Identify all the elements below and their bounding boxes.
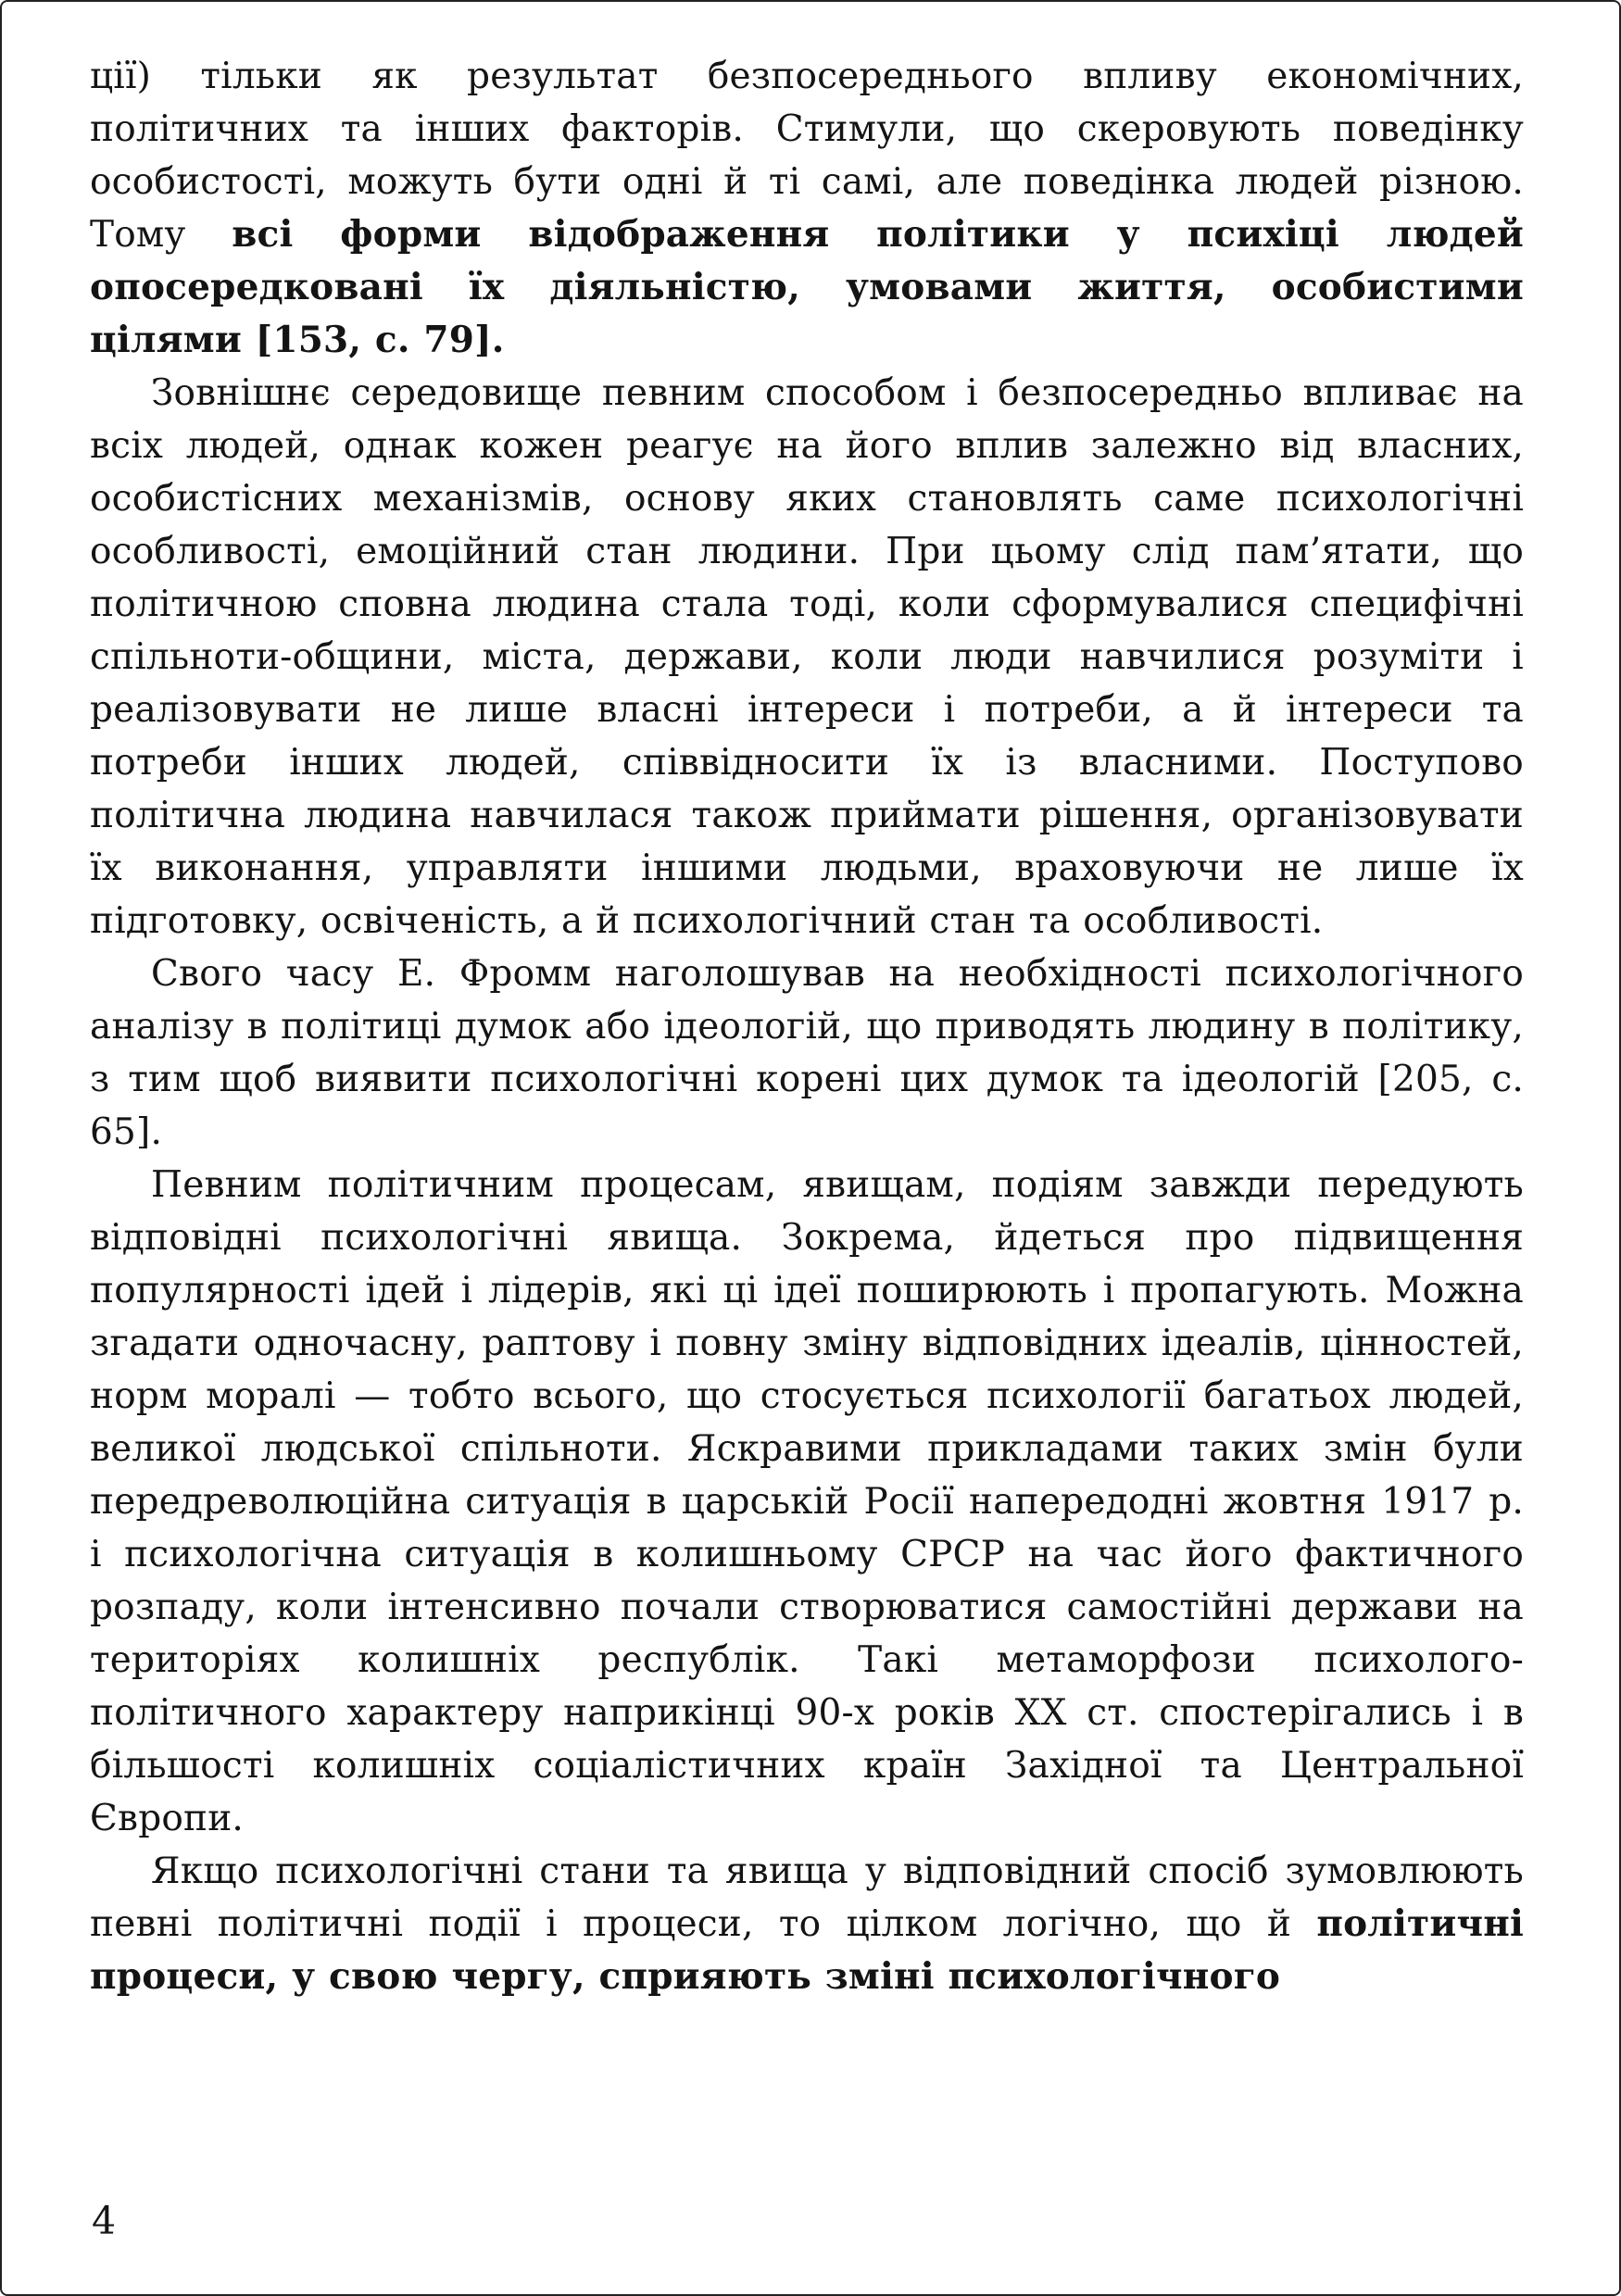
paragraph [90, 1159, 1524, 1845]
paragraph [90, 50, 1524, 367]
text-run: ції) тільки як результат безпосереднього впливу економічних, політичних та інших факторів. Стимули, що скеровують поведінку особистості, можуть бути одні й ті самі, але поведінка людей різною. Тому [90, 56, 1524, 256]
paragraph [90, 367, 1524, 947]
paragraph [90, 947, 1524, 1159]
paragraph [90, 1845, 1524, 2003]
text-block [90, 50, 1524, 2003]
text-run: Якщо психологічні стани та явища у відповідний спосіб зумовлюють певні політичні події і процеси, то цілком логічно, що й [90, 1851, 1524, 1945]
text-run: Свого часу Е. Фромм наголошував на необхідності психологічного аналізу в політиці думок або ідеологій, що приводять людину в політику, з тим щоб виявити психологічні корені цих думок та ідеологій [205, с. 65]. [90, 953, 1524, 1153]
page-number: 4 [92, 2199, 117, 2243]
bold-text-run: політичні процеси, у свою чергу, сприяють зміні психологічного [90, 1902, 1524, 1998]
bold-text-run: всі форми відображення політики у психіці людей опосередковані їх діяльністю, умовами життя, особистими цілями [153, с. 79]. [90, 213, 1524, 361]
text-run: Зовнішнє середовище певним способом і безпосередньо впливає на всіх людей, однак кожен реагує на його вплив залежно від власних, особистісних механізмів, основу яких становлять саме психологічні особливості, емоційний стан людини. При цьому слід пам’ятати, що політичною сповна людина стала тоді, коли сформувалися специфічні спільноти-общини, міста, держави, коли люди навчилися розуміти і реалізовувати не лише власні інтереси і потреби, а й інтереси та потреби інших людей, співвідносити їх із власними. Поступово політична людина навчилася також приймати рішення, організовувати їх виконання, управляти іншими людьми, враховуючи не лише їх підготовку, освіченість, а й психологічний стан та особливості. [90, 372, 1524, 942]
text-run: Певним політичним процесам, явищам, подіям завжди передують відповідні психологічні явища. Зокрема, йдеться про підвищення популярності ідей і лідерів, які ці ідеї поширюють і пропагують. Можна згадати одночасну, раптову і повну зміну відповідних ідеалів, цінностей, норм моралі — тобто всього, що стосується психології багатьох людей, великої людської спільноти. Яскравими прикладами таких змін були передреволюційна ситуація в царській Росії напередодні жовтня 1917 р. і психологічна ситуація в колишньому СРСР на час його фактичного розпаду, коли інтенсивно почали створюватися самостійні держави на територіях колишніх республік. Такі метаморфози психолого-політичного характеру наприкінці 90-х років XX ст. спостерігались і в більшості колишніх соціалістичних країн Західної та Центральної Європи. [90, 1164, 1524, 1839]
